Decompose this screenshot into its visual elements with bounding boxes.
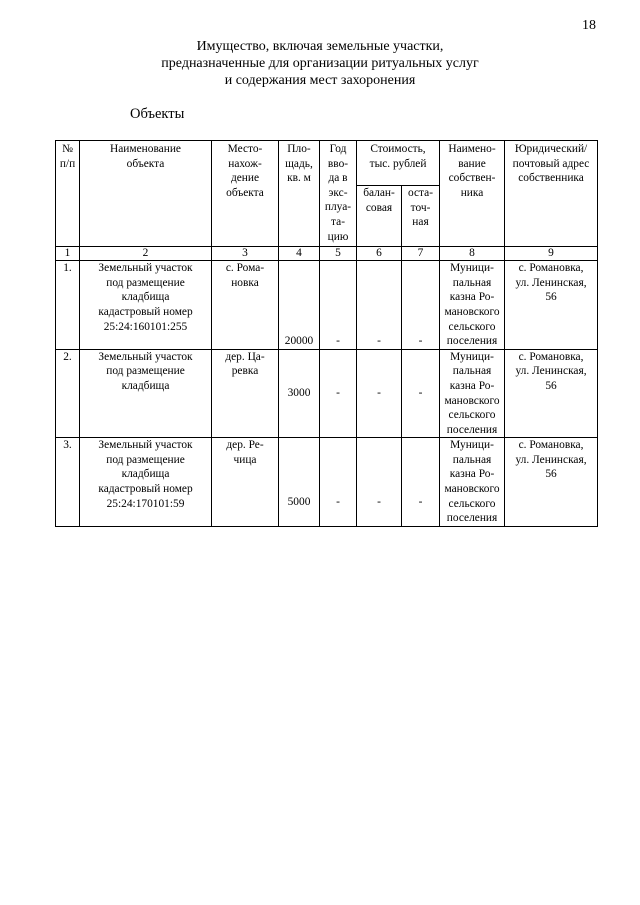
column-number: 9 <box>505 247 598 261</box>
row-num: 3. <box>56 438 80 527</box>
column-number: 5 <box>320 247 357 261</box>
table-row <box>56 261 598 350</box>
title-line-2: предназначенные для организации ритуальных услуг <box>161 56 479 71</box>
row-location: дер. Ца- ревка <box>212 349 279 438</box>
header-location: Место- нахож- дение объекта <box>212 141 279 247</box>
header-address: Юридический/ почтовый адрес собственника <box>505 141 598 247</box>
row-year: - <box>320 438 357 527</box>
row-owner: Муници- пальная казна Ро- мановского сельского поселения <box>440 349 505 438</box>
row-cost-residual: - <box>402 349 440 438</box>
header-cost-balance: балан- совая <box>357 186 402 247</box>
row-address: с. Романовка, ул. Ленинская, 56 <box>505 438 598 527</box>
row-year: - <box>320 261 357 350</box>
row-num: 2. <box>56 349 80 438</box>
row-address: с. Романовка, ул. Ленинская, 56 <box>505 261 598 350</box>
row-cost-balance: - <box>357 261 402 350</box>
header-year: Год вво- да в экс- плуа- та- цию <box>320 141 357 247</box>
row-location: с. Рома- новка <box>212 261 279 350</box>
table-row <box>56 349 598 438</box>
table-row <box>56 438 598 527</box>
column-number: 8 <box>440 247 505 261</box>
row-cost-residual: - <box>402 261 440 350</box>
column-number: 6 <box>357 247 402 261</box>
title-line-1: Имущество, включая земельные участки, <box>196 39 444 54</box>
objects-table <box>55 140 598 527</box>
row-address: с. Романовка, ул. Ленинская, 56 <box>505 349 598 438</box>
column-number: 1 <box>56 247 80 261</box>
header-name: Наименование объекта <box>80 141 212 247</box>
column-number: 7 <box>402 247 440 261</box>
header-owner: Наимено- вание собствен- ника <box>440 141 505 247</box>
row-owner: Муници- пальная казна Ро- мановского сельского поселения <box>440 438 505 527</box>
column-number: 2 <box>80 247 212 261</box>
header-num: № п/п <box>56 141 80 247</box>
column-number: 4 <box>279 247 320 261</box>
column-number: 3 <box>212 247 279 261</box>
row-name: Земельный участок под размещение кладбища <box>80 349 212 438</box>
row-cost-residual: - <box>402 438 440 527</box>
row-num: 1. <box>56 261 80 350</box>
document-title <box>0 38 640 89</box>
section-heading: Объекты <box>130 106 185 122</box>
column-number-row <box>56 247 598 261</box>
row-area: 3000 <box>279 349 320 438</box>
row-name: Земельный участок под размещение кладбища кадастровый номер 25:24:170101:59 <box>80 438 212 527</box>
header-row <box>56 141 598 186</box>
row-cost-balance: - <box>357 349 402 438</box>
header-cost: Стоимость, тыс. рублей <box>357 141 440 186</box>
row-area: 5000 <box>279 438 320 527</box>
header-cost-residual: оста- точ- ная <box>402 186 440 247</box>
title-line-3: и содержания мест захоронения <box>224 73 416 88</box>
row-name: Земельный участок под размещение кладбища кадастровый номер 25:24:160101:255 <box>80 261 212 350</box>
row-area: 20000 <box>279 261 320 350</box>
row-year: - <box>320 349 357 438</box>
row-cost-balance: - <box>357 438 402 527</box>
row-owner: Муници- пальная казна Ро- мановского сельского поселения <box>440 261 505 350</box>
header-area: Пло- щадь, кв. м <box>279 141 320 247</box>
row-location: дер. Ре- чица <box>212 438 279 527</box>
page-number: 18 <box>582 18 596 33</box>
